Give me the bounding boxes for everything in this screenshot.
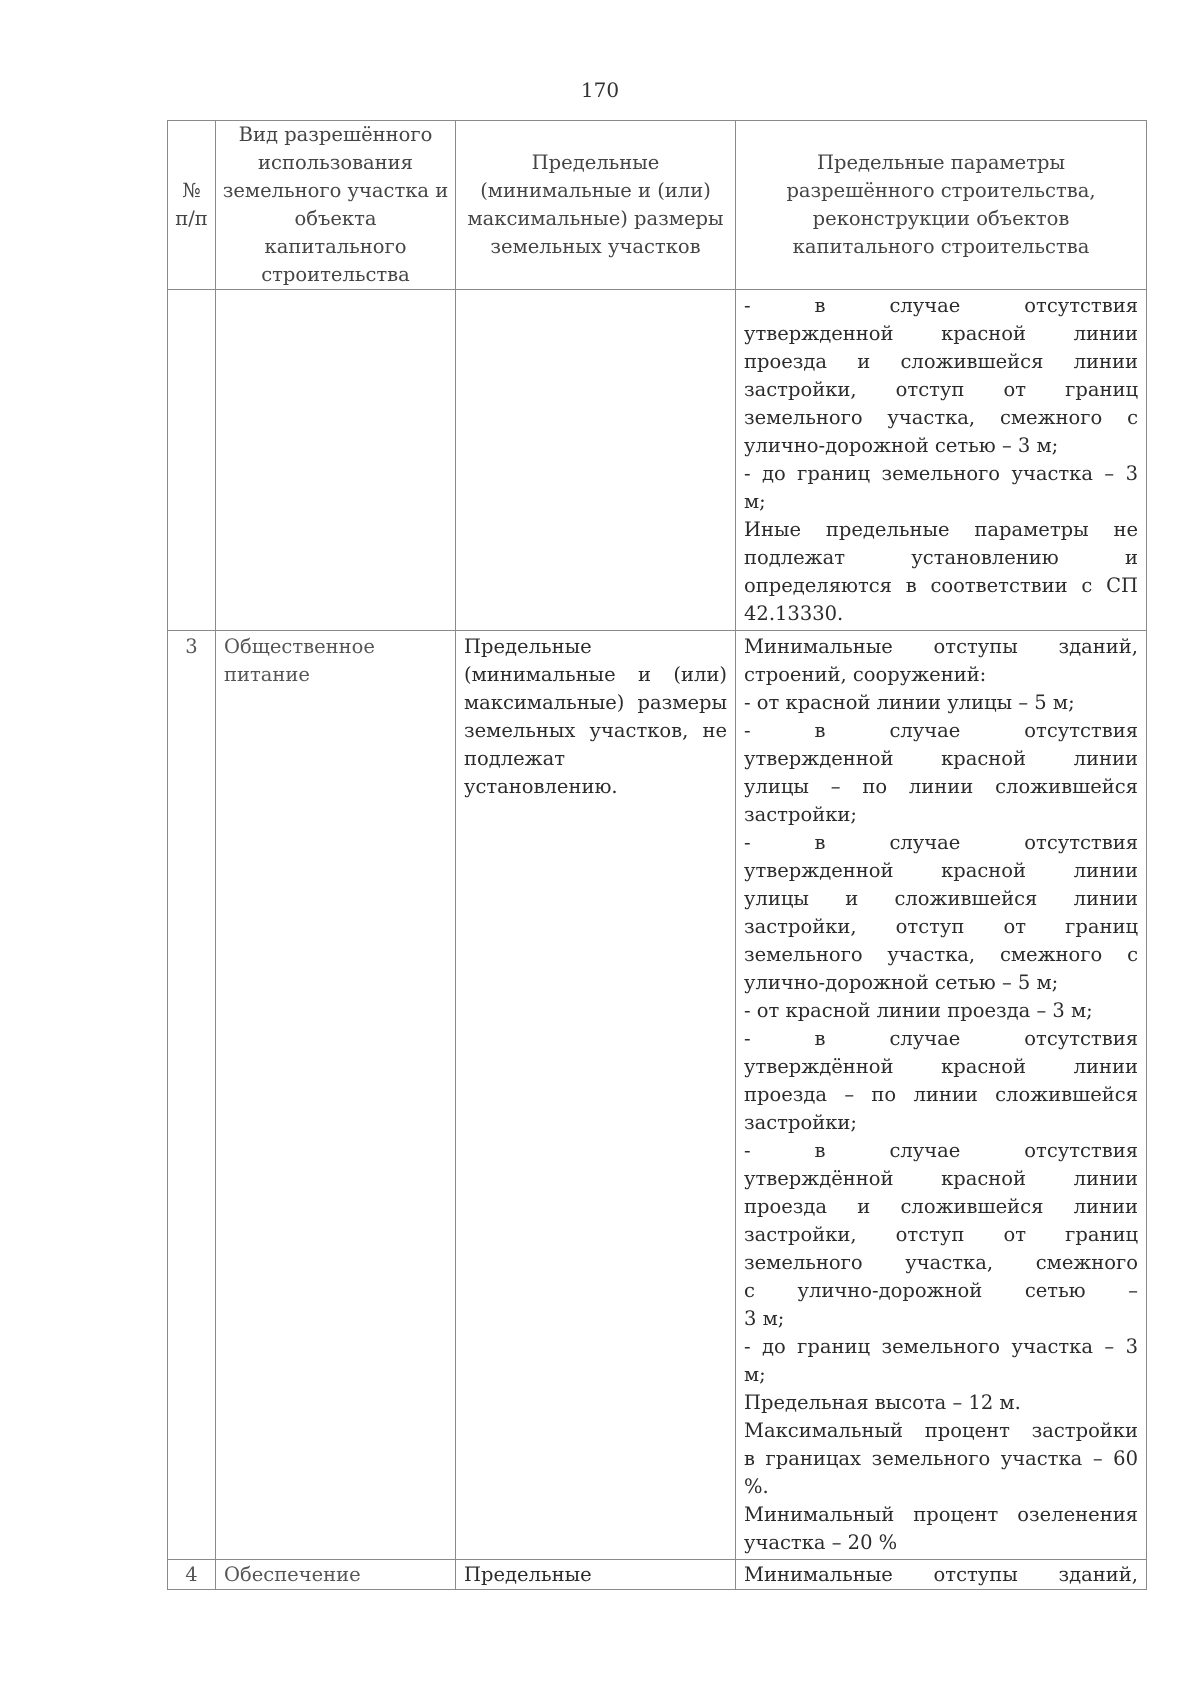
param-line: проезда – по линии сложившейся <box>744 1083 1138 1106</box>
table-row-3 <box>168 631 1147 1560</box>
table-header-row <box>168 121 1147 290</box>
cell-num: 3 <box>168 631 216 1560</box>
cell-params-continuation <box>736 290 1147 631</box>
cell-build-params <box>736 631 1147 1560</box>
param-line: - в случае отсутствия <box>744 831 1138 854</box>
param-line: утверждённой красной линии <box>744 1055 1138 1078</box>
param-line: проезда и сложившейся линии <box>744 350 1138 373</box>
param-line: - в случае отсутствия <box>744 1027 1138 1050</box>
cell-plot-size: Предельные <box>456 1560 736 1590</box>
param-line: застройки, отступ от границ <box>744 378 1138 401</box>
size-line: Предельные <box>464 635 592 658</box>
param-line: утвержденной красной линии <box>744 322 1138 345</box>
table-row-continuation <box>168 290 1147 631</box>
param-line: - от красной линии улицы – 5 м; <box>744 691 1075 714</box>
param-line: земельного участка, смежного с <box>744 406 1138 429</box>
param-line: утвержденной красной линии <box>744 859 1138 882</box>
cell-type-empty <box>216 290 456 631</box>
cell-size-empty <box>456 290 736 631</box>
param-line: земельного участка, смежного с <box>744 943 1138 966</box>
size-line: земельных участков, не <box>464 719 727 742</box>
cell-num: 4 <box>168 1560 216 1590</box>
param-line: застройки; <box>744 803 857 826</box>
param-line: в границах земельного участка – 60 <box>744 1447 1138 1470</box>
size-line: максимальные) размеры <box>464 691 727 714</box>
size-line: установлению. <box>464 775 618 798</box>
param-line: Минимальные отступы зданий, <box>744 1563 1138 1586</box>
param-line: проезда и сложившейся линии <box>744 1195 1138 1218</box>
header-plot-size: Предельные (минимальные и (или) максимальные) размеры земельных участков <box>456 121 736 290</box>
param-line: %. <box>744 1475 769 1498</box>
param-line: 42.13330. <box>744 602 844 625</box>
param-line: - в случае отсутствия <box>744 294 1138 317</box>
param-line: определяются в соответствии с СП <box>744 574 1138 597</box>
param-line: земельного участка, смежного <box>744 1251 1138 1274</box>
param-line: Иные предельные параметры не <box>744 518 1138 541</box>
header-use-type: Вид разрешённого использования земельного участка и объекта капитального строительства <box>216 121 456 290</box>
size-line: (минимальные и (или) <box>464 663 727 686</box>
param-line: улицы и сложившейся линии <box>744 887 1138 910</box>
cell-plot-size <box>456 631 736 1560</box>
param-line: - до границ земельного участка – 3 <box>744 1335 1138 1358</box>
param-line: Максимальный процент застройки <box>744 1419 1138 1442</box>
param-line: Предельная высота – 12 м. <box>744 1391 1021 1414</box>
param-line: улично-дорожной сетью – 3 м; <box>744 434 1059 457</box>
param-line: участка – 20 % <box>744 1531 898 1554</box>
param-line: застройки, отступ от границ <box>744 915 1138 938</box>
param-line: застройки; <box>744 1111 857 1134</box>
param-line: строений, сооружений: <box>744 663 987 686</box>
param-line: подлежат установлению и <box>744 546 1138 569</box>
param-line: с улично-дорожной сетью – <box>744 1279 1138 1302</box>
header-num: № п/п <box>168 121 216 290</box>
param-line: 3 м; <box>744 1307 785 1330</box>
cell-use-type: Общественное питание <box>216 631 456 1560</box>
param-line: - в случае отсутствия <box>744 1139 1138 1162</box>
param-line: застройки, отступ от границ <box>744 1223 1138 1246</box>
zoning-parameters-table <box>167 120 1147 1590</box>
cell-num-empty <box>168 290 216 631</box>
param-line: Минимальные отступы зданий, <box>744 635 1138 658</box>
param-line: м; <box>744 490 766 513</box>
param-line: утверждённой красной линии <box>744 1167 1138 1190</box>
table-row-4 <box>168 1560 1147 1590</box>
param-line: м; <box>744 1363 766 1386</box>
param-line: улично-дорожной сетью – 5 м; <box>744 971 1059 994</box>
header-build-params: Предельные параметры разрешённого строительства, реконструкции объектов капитального строительства <box>736 121 1147 290</box>
cell-build-params <box>736 1560 1147 1590</box>
page-number: 170 <box>580 78 620 102</box>
param-line: - в случае отсутствия <box>744 719 1138 742</box>
size-line: подлежат <box>464 747 566 770</box>
param-line: улицы – по линии сложившейся <box>744 775 1138 798</box>
param-line: утвержденной красной линии <box>744 747 1138 770</box>
cell-use-type: Обеспечение <box>216 1560 456 1590</box>
param-line: - до границ земельного участка – 3 <box>744 462 1138 485</box>
param-line: - от красной линии проезда – 3 м; <box>744 999 1093 1022</box>
param-line: Минимальный процент озеленения <box>744 1503 1138 1526</box>
